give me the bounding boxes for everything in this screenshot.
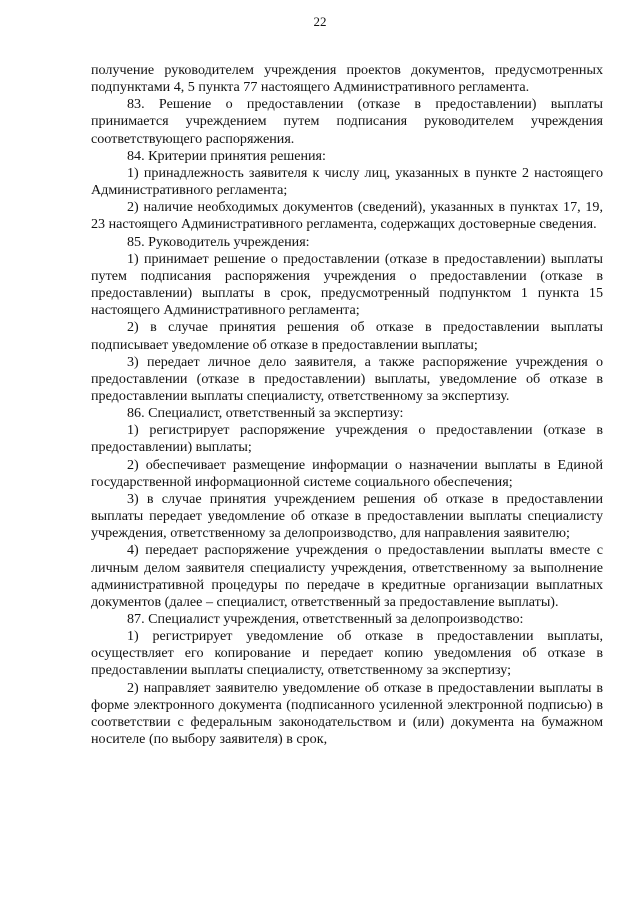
paragraph: 86. Специалист, ответственный за экспертизу: [127, 405, 404, 422]
paragraph: 2) обеспечивает размещение информации о назначении выплаты в Единой государственной информационной системе социального обеспечения; [91, 456, 603, 490]
paragraph: 1) принадлежность заявителя к числу лиц, указанных в пункте 2 настоящего Административного регламента; [91, 164, 603, 199]
paragraph: 3) передает личное дело заявителя, а также распоряжение учреждения о предоставлении (отказе в предоставлении) выплаты, уведомление об отказе в предоставлении выплаты специалисту, ответственному за экспертизу. [91, 353, 603, 404]
paragraph: 84. Критерии принятия решения: [127, 147, 326, 164]
paragraph: 83. Решение о предоставлении (отказе в предоставлении) выплаты принимается учреждением путем подписания руководителем учреждения соответствующего распоряжения. [91, 96, 603, 147]
paragraph: 2) направляет заявителю уведомление об отказе в предоставлении выплаты в форме электронного документа (подписанного усиленной электронной подписью) в соответствии с федеральным законодательством и (или) документа на бумажном носителе (по выбору заявителя) в срок, [91, 679, 603, 748]
paragraph: 3) в случае принятия учреждением решения об отказе в предоставлении выплаты передает уведомление об отказе в предоставлении выплаты специалисту учреждения, ответственному за делопроизводство, для направления заявителю; [91, 490, 603, 542]
paragraph: получение руководителем учреждения проектов документов, предусмотренных подпунктами 4, 5 пункта 77 настоящего Административного регламента. [91, 62, 603, 96]
paragraph: 1) принимает решение о предоставлении (отказе в предоставлении) выплаты путем подписания распоряжения учреждения о предоставлении (отказе в предоставлении) выплаты в срок, предусмотренный подпунктом 1 пункта 15 настоящего Административного регламента; [91, 250, 603, 319]
paragraph: 87. Специалист учреждения, ответственный за делопроизводство: [127, 611, 524, 627]
paragraph: 1) регистрирует распоряжение учреждения о предоставлении (отказе в предоставлении) выплаты; [91, 422, 603, 456]
paragraph: 1) регистрирует уведомление об отказе в предоставлении выплаты, осуществляет его копирование и передает копию уведомления об отказе в предоставлении выплаты специалисту, ответственному за экспертизу; [91, 628, 603, 679]
paragraph: 2) наличие необходимых документов (сведений), указанных в пунктах 17, 19, 23 настоящего Административного регламента, содержащих достоверные сведения. [91, 199, 603, 233]
paragraph: 85. Руководитель учреждения: [127, 233, 310, 250]
page-number: 22 [313, 14, 327, 29]
document-body [91, 62, 603, 748]
paragraph: 2) в случае принятия решения об отказе в предоставлении выплаты подписывает уведомление об отказе в предоставлении выплаты; [91, 319, 603, 353]
paragraph: 4) передает распоряжение учреждения о предоставлении выплаты вместе с личным делом заявителя специалисту учреждения, ответственному за выполнение административной процедуры по передаче в кредитные организации выплатных документов (далее – специалист, ответственный за предоставление выплаты). [91, 542, 603, 610]
